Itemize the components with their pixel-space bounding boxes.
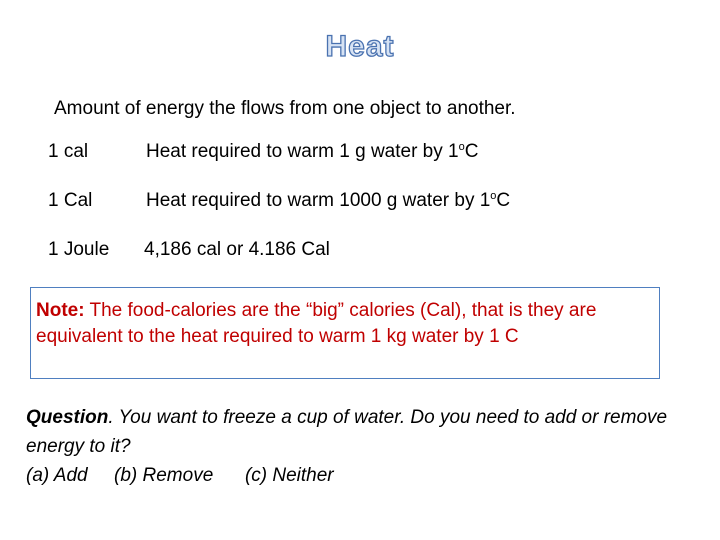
question-label: Question <box>26 407 109 428</box>
definition-text: Heat required to warm 1 g water by 1 <box>146 141 459 162</box>
definition-unit: C <box>464 141 479 162</box>
question-text: . You want to freeze a cup of water. Do you need to add or remove energy to it? <box>26 407 668 457</box>
question-block <box>26 403 706 490</box>
note-text <box>36 298 646 350</box>
definition-description <box>144 238 330 262</box>
definition-description <box>146 140 478 164</box>
option-remove: (b) Remove <box>114 465 214 486</box>
definition-description <box>146 189 510 213</box>
option-neither: (c) Neither <box>244 465 334 486</box>
definition-term: 1 Joule <box>48 239 110 260</box>
definition-text: Heat required to warm 1000 g water by 1 <box>146 190 491 211</box>
degree-superscript: o <box>458 141 465 153</box>
page-title: Heat <box>325 30 395 63</box>
note-label: Note: <box>36 300 85 321</box>
subtitle: Amount of energy the flows from one object to another. <box>54 98 516 119</box>
option-add: (a) Add <box>26 465 88 486</box>
definition-term: 1 cal <box>48 141 89 162</box>
definition-text: 4,186 cal or 4.186 Cal <box>144 239 330 260</box>
definition-unit: C <box>496 190 511 211</box>
degree-superscript: o <box>490 190 497 202</box>
definition-term: 1 Cal <box>48 190 93 211</box>
note-body: The food-calories are the “big” calories (Cal), that is they are equivalent to the heat required to warm 1 kg water by 1 C <box>36 300 597 347</box>
